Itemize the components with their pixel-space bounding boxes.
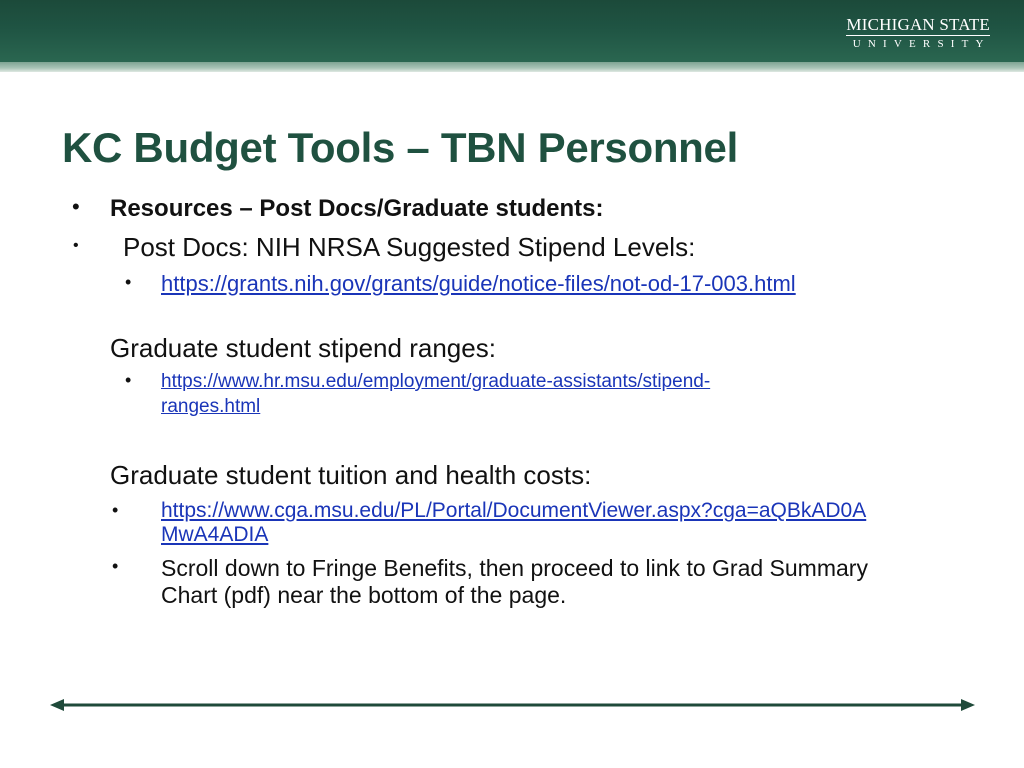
scroll-note-line-1: Scroll down to Fringe Benefits, then proceed to link to Grad Summary (161, 555, 868, 581)
bullet-dot: • (125, 272, 132, 292)
divider-right-arrow (961, 699, 975, 711)
postdocs-link[interactable]: https://grants.nih.gov/grants/guide/notice-files/not-od-17-003.html (161, 271, 796, 296)
slide-title: KC Budget Tools – TBN Personnel (62, 124, 738, 171)
bullet-dot: • (112, 556, 119, 576)
logo-rule (846, 35, 990, 36)
bullet-dot: • (72, 194, 80, 219)
header-stripe (0, 62, 1024, 72)
postdocs-label: Post Docs: NIH NRSA Suggested Stipend Levels: (123, 232, 696, 262)
tuition-heading: Graduate student tuition and health costs: (110, 460, 592, 490)
bullet-dot: • (73, 237, 79, 254)
logo-line-1: MICHIGAN STATE (846, 15, 990, 34)
divider-left-arrow (50, 699, 64, 711)
stipend-link-line-1[interactable]: https://www.hr.msu.edu/employment/graduate-assistants/stipend- (161, 371, 711, 392)
tuition-link-line-1[interactable]: https://www.cga.msu.edu/PL/Portal/DocumentViewer.aspx?cga=aQBkAD0A (161, 499, 867, 522)
scroll-note-line-2: Chart (pdf) near the bottom of the page. (161, 582, 567, 608)
msu-logo (846, 16, 990, 50)
logo-line-2: UNIVERSITY (852, 38, 991, 50)
bullet-dot: • (125, 370, 132, 390)
bullet-dot: • (112, 500, 119, 520)
resources-heading: Resources – Post Docs/Graduate students: (110, 195, 604, 222)
bottom-divider (50, 695, 975, 715)
stipend-link-line-2[interactable]: ranges.html (161, 396, 261, 417)
tuition-link-line-2[interactable]: MwA4ADIA (161, 523, 269, 546)
stipend-heading: Graduate student stipend ranges: (110, 333, 496, 363)
